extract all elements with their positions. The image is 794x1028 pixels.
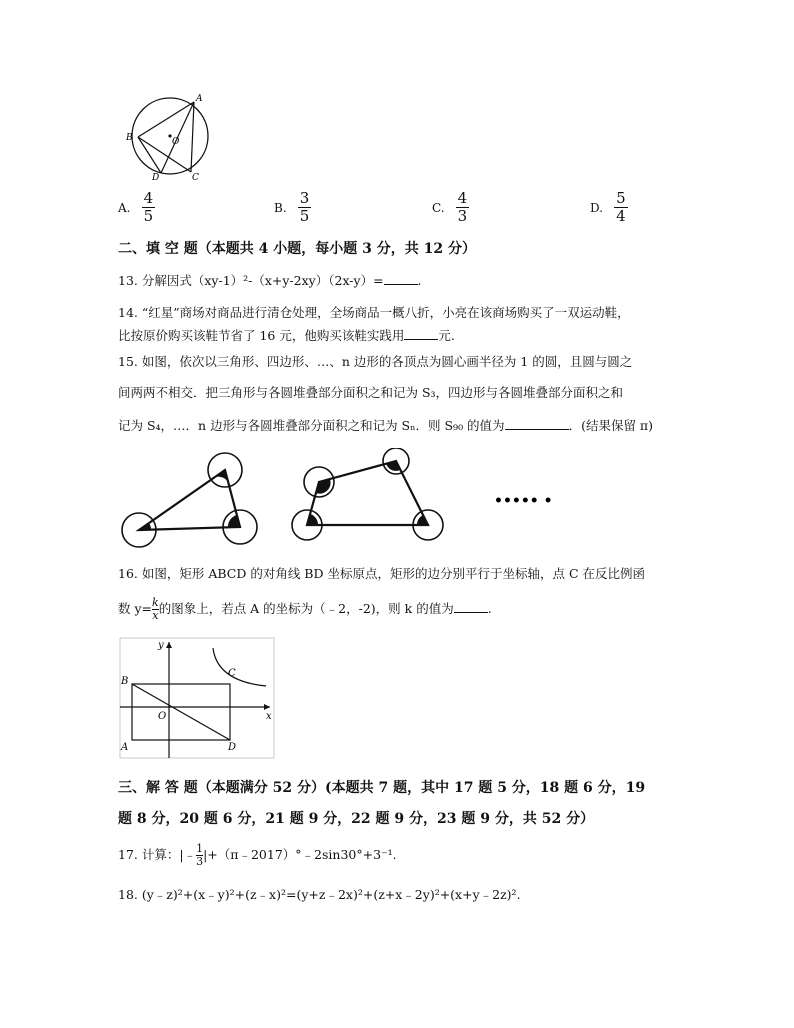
hyperbola-curve bbox=[213, 648, 266, 686]
label-D: D bbox=[152, 173, 160, 180]
label-O: O bbox=[158, 711, 167, 722]
section3-title-line2: 题 8 分，20 题 6 分，21 题 9 分，22 题 9 分，23 题 9 分，共 52 分） bbox=[118, 811, 595, 827]
option-letter: D. bbox=[590, 200, 604, 215]
question-16-line1: 16. 如图，矩形 ABCD 的对角线 BD 坐标原点，矩形的边分别平行于坐标轴，点 C 在反比例函 bbox=[118, 566, 645, 581]
label-B: B bbox=[126, 133, 133, 143]
axis-label-y: y bbox=[158, 640, 164, 651]
section2-title: 二、填 空 题（本题共 4 小题，每小题 3 分，共 12 分） bbox=[118, 241, 476, 257]
label-A: A bbox=[196, 94, 203, 104]
option-d bbox=[590, 190, 628, 225]
label-D: D bbox=[228, 742, 237, 753]
option-letter: C. bbox=[432, 200, 445, 215]
circle-figure bbox=[118, 92, 218, 180]
question-14-line2: 比按原价购买该鞋节省了 16 元，他购买该鞋实践用 元. bbox=[118, 328, 455, 343]
label-O: O bbox=[172, 137, 180, 147]
question-16-line2: 数 y= $\frac{k}{x}$ 的图象上，若点 A 的坐标为（﹣2，-2)，则 k 的值为 . bbox=[118, 596, 492, 622]
label-B: B bbox=[121, 676, 129, 687]
polygon-circles-figure bbox=[114, 448, 574, 558]
option-letter: A. bbox=[118, 200, 131, 215]
option-fraction: $\frac{4}{3}$ bbox=[457, 189, 468, 225]
axis-label-x: x bbox=[266, 711, 272, 722]
ellipsis-dots: ••••• • bbox=[494, 493, 553, 509]
option-b bbox=[274, 190, 311, 225]
answer-blank bbox=[384, 284, 418, 285]
sector-fill bbox=[139, 523, 151, 530]
fraction-one-third: $\frac{1}{3}$ bbox=[196, 842, 204, 868]
answer-blank bbox=[505, 429, 569, 430]
answer-blank bbox=[454, 612, 488, 613]
question-18: 18. (y﹣z)²+(x﹣y)²+(z﹣x)²=(y+z﹣2x)²+(z+x﹣2y)²+(x+y﹣2z)². bbox=[118, 887, 521, 902]
question-15-line2: 间两两不相交．把三角形与各圆堆叠部分面积之和记为 S₃，四边形与各圆堆叠部分面积之和 bbox=[118, 385, 624, 400]
label-A: A bbox=[121, 742, 129, 753]
question-17: 17. 计算：|﹣ $\frac{1}{3}$ |+（π﹣2017）°﹣2sin30°+3⁻¹. bbox=[118, 842, 397, 868]
rectangle-coordinate-figure bbox=[114, 636, 280, 762]
option-fraction: $\frac{5}{4}$ bbox=[616, 189, 626, 225]
option-letter: B. bbox=[274, 200, 287, 215]
option-a bbox=[118, 190, 155, 225]
question-14-line1: 14. “红星”商场对商品进行清仓处理，全场商品一概八折，小亮在该商场购买了一双运动鞋， bbox=[118, 305, 630, 320]
option-fraction: $\frac{4}{5}$ bbox=[143, 189, 154, 225]
quadrilateral-shape bbox=[307, 461, 428, 525]
fraction-k-over-x: $\frac{k}{x}$ bbox=[152, 596, 159, 622]
label-C: C bbox=[192, 173, 199, 180]
question-15-line1: 15. 如图，依次以三角形、四边形、…、n 边形的各顶点为圆心画半径为 1 的圆，且圆与圆之 bbox=[118, 354, 633, 369]
question-13: 13. 分解因式（xy-1）²-（x+y-2xy）（2x-y）= . bbox=[118, 273, 422, 288]
question-15-line3: 记为 S₄，…．n 边形与各圆堆叠部分面积之和记为 Sₙ．则 S₉₀ 的值为 ．(结果保留 π) bbox=[118, 418, 654, 433]
label-C: C bbox=[228, 668, 236, 679]
answer-blank bbox=[404, 339, 438, 340]
section3-title-line1: 三、解 答 题（本题满分 52 分）(本题共 7 题，其中 17 题 5 分，18 题 6 分，19 bbox=[118, 780, 646, 796]
diagonal-bd bbox=[132, 684, 230, 740]
option-c bbox=[432, 190, 469, 225]
option-fraction: $\frac{3}{5}$ bbox=[299, 189, 310, 225]
